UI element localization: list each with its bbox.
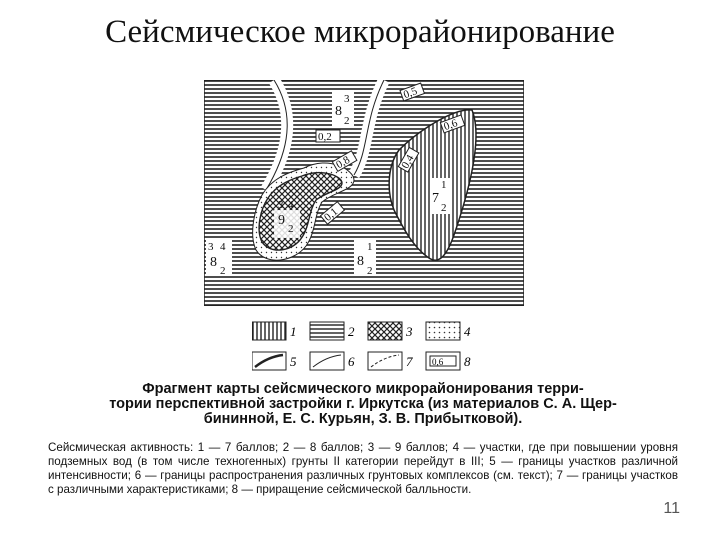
svg-text:0,1: 0,1 bbox=[322, 205, 341, 224]
svg-text:6: 6 bbox=[348, 354, 355, 369]
svg-text:7: 7 bbox=[432, 191, 439, 206]
svg-text:1: 1 bbox=[367, 241, 373, 253]
slide-title: Сейсмическое микрорайонирование bbox=[105, 14, 615, 50]
svg-text:1: 1 bbox=[290, 324, 297, 339]
fraction-bottom bbox=[354, 240, 376, 277]
svg-text:8: 8 bbox=[210, 255, 217, 270]
svg-text:2: 2 bbox=[441, 202, 447, 214]
svg-text:3: 3 bbox=[208, 241, 214, 253]
seismic-map bbox=[204, 80, 524, 306]
caption-line-1: Фрагмент карты сейсмического микрорайонирования терри- bbox=[142, 381, 584, 397]
svg-text:2: 2 bbox=[220, 265, 226, 277]
svg-text:5: 5 bbox=[290, 354, 297, 369]
legend-item-4 bbox=[426, 322, 471, 340]
legend-item-3 bbox=[368, 322, 413, 340]
map-svg bbox=[204, 80, 524, 306]
svg-text:8: 8 bbox=[357, 254, 364, 269]
legend-item-8 bbox=[426, 352, 471, 370]
figure-caption bbox=[48, 382, 678, 427]
svg-text:8: 8 bbox=[335, 104, 342, 119]
caption-line-2: тории перспективной застройки г. Иркутска (из материалов С. А. Щер- bbox=[109, 396, 617, 412]
svg-text:0,8: 0,8 bbox=[334, 153, 352, 172]
svg-text:3: 3 bbox=[344, 93, 350, 105]
svg-text:8: 8 bbox=[464, 354, 471, 369]
legend-item-2 bbox=[310, 322, 355, 340]
svg-text:0,5: 0,5 bbox=[401, 85, 419, 102]
fraction-top bbox=[332, 92, 354, 128]
svg-text:0,6: 0,6 bbox=[442, 117, 460, 134]
svg-text:1: 1 bbox=[441, 179, 447, 191]
legend-item-6 bbox=[310, 352, 355, 370]
svg-text:3: 3 bbox=[406, 324, 413, 339]
legend-item-5 bbox=[252, 352, 297, 370]
page-number: 11 bbox=[663, 500, 680, 517]
map-legend bbox=[252, 320, 482, 374]
svg-text:4: 4 bbox=[464, 324, 471, 339]
caption-line-3: бининной, Е. С. Курьян, З. В. Прибытковой). bbox=[203, 411, 523, 427]
svg-text:0,2: 0,2 bbox=[318, 131, 332, 143]
svg-text:2: 2 bbox=[348, 324, 355, 339]
svg-text:7: 7 bbox=[406, 354, 413, 369]
legend-item-1 bbox=[252, 322, 297, 340]
svg-text:2: 2 bbox=[288, 223, 294, 235]
legend-svg bbox=[252, 320, 482, 374]
svg-text:4: 4 bbox=[220, 241, 226, 253]
fraction-right bbox=[430, 178, 450, 214]
svg-text:4: 4 bbox=[288, 199, 294, 211]
svg-text:0,4: 0,4 bbox=[399, 152, 417, 171]
svg-text:9: 9 bbox=[278, 213, 285, 228]
svg-text:3: 3 bbox=[278, 199, 284, 211]
svg-text:2: 2 bbox=[344, 115, 350, 127]
legend-explanation: Сейсмическая активность: 1 — 7 баллов; 2 — 8 баллов; 3 — 9 баллов; 4 — участки, где при повышении уровня подземных вод (в том числе техногенных) грунты II категории перейдут в III; 5 — границы участков различной интенсивности; 6 — границы распространения различных грунтовых комплексов (см. текст); 7 — границы участков с различными характеристиками; 8 — приращение сейсмической балльности. bbox=[48, 441, 678, 496]
svg-text:0,6: 0,6 bbox=[432, 357, 444, 367]
svg-text:2: 2 bbox=[367, 265, 373, 277]
increment-box-02 bbox=[316, 130, 340, 143]
fraction-left bbox=[206, 238, 232, 277]
legend-item-7 bbox=[368, 352, 413, 370]
